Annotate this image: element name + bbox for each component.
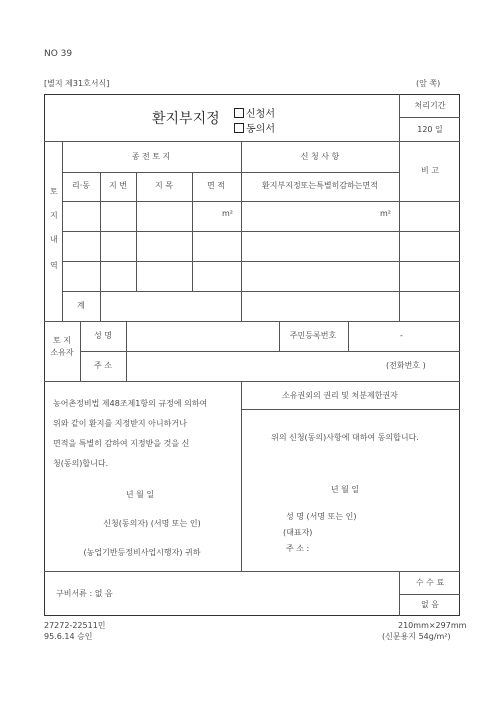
col-land-category: 지 목 [155, 181, 173, 190]
processing-period-value: 120 일 [417, 125, 443, 134]
owner-side-label-2: 소유자 [50, 348, 74, 357]
phone-number-label: (전화번호 ) [386, 361, 426, 370]
option-consent-label: 동의서 [246, 124, 275, 135]
land-side-label-1: 토 [50, 187, 58, 196]
statement-line-1: 농어촌정비법 제48조제1항의 규정에 의하여 [53, 399, 208, 408]
col-request-area: 환지부지정또는특별히감하는면적 [262, 181, 378, 190]
approval-date: 95.6.14 승인 [44, 632, 93, 641]
paper-type: (신문용지 54g/m²) [382, 632, 451, 641]
page-side-label: (앞 쪽) [416, 79, 441, 88]
land-side-label-4: 역 [50, 261, 58, 270]
statement-line-4: 청(동의)합니다. [53, 459, 109, 468]
option-application[interactable] [234, 105, 275, 120]
owner-address-label: 주 소 [94, 361, 112, 370]
col-area: 면 적 [207, 181, 225, 190]
applicant-signature-line: 신청(동의자) (서명 또는 인) [103, 519, 201, 528]
doc-number: NO 39 [44, 49, 73, 59]
checkbox-icon[interactable] [234, 108, 244, 118]
statement-line-2: 위와 같이 환지를 지정받지 아니하거나 [53, 419, 187, 428]
request-header: 신 청 사 항 [300, 152, 340, 161]
fee-value: 없 음 [421, 600, 439, 609]
request-area-unit: m² [380, 209, 391, 218]
consent-date: 년 월 일 [330, 485, 360, 494]
application-date: 년 월 일 [125, 490, 155, 499]
owner-address-field[interactable] [127, 352, 377, 380]
resident-number-dash: - [400, 331, 403, 340]
required-documents: 구비서류 : 없 음 [56, 589, 113, 598]
owner-side-label-1: 토 지 [53, 336, 71, 345]
recipient-line: (농업기반등정비사업시행자) 귀하 [83, 548, 201, 557]
checkbox-icon[interactable] [234, 123, 244, 133]
consenter-address-line: 주 소 : [286, 544, 310, 553]
representative-label: (대표자) [283, 528, 313, 537]
rights-holder-title: 소유권외의 권리 및 처분제한권자 [282, 391, 398, 400]
resident-number-field[interactable] [349, 322, 459, 350]
consent-statement: 위의 신청(동의)사항에 대하여 동의합니다. [271, 433, 419, 442]
paper-size: 210mm×297mm [398, 621, 467, 630]
remarks-header: 비 고 [421, 166, 439, 175]
col-lot-number: 지 번 [109, 181, 127, 190]
form-code: 27272-22511민 [44, 621, 106, 630]
land-side-label-2: 지 [50, 211, 58, 220]
option-consent[interactable] [234, 120, 275, 135]
statement-line-3: 면적을 특별히 감하여 지정받을 것을 신 [53, 439, 190, 448]
prior-land-header: 종 전 토 지 [131, 152, 171, 161]
total-label: 계 [77, 301, 85, 310]
consenter-name-line: 성 명 (서명 또는 인) [286, 512, 357, 521]
form-title: 환지부지정 [152, 111, 220, 127]
option-application-label: 신청서 [246, 109, 275, 120]
resident-number-label: 주민등록번호 [289, 331, 337, 340]
processing-period-label: 처리기간 [414, 101, 446, 110]
form-reference: [별지 제31호서식] [44, 79, 110, 88]
col-village: 리·동 [72, 181, 90, 190]
owner-name-label: 성 명 [94, 331, 112, 340]
fee-label: 수 수 료 [415, 578, 445, 587]
owner-name-field[interactable] [127, 322, 278, 350]
area-unit: m² [222, 209, 233, 218]
land-side-label-3: 내 [50, 235, 58, 244]
